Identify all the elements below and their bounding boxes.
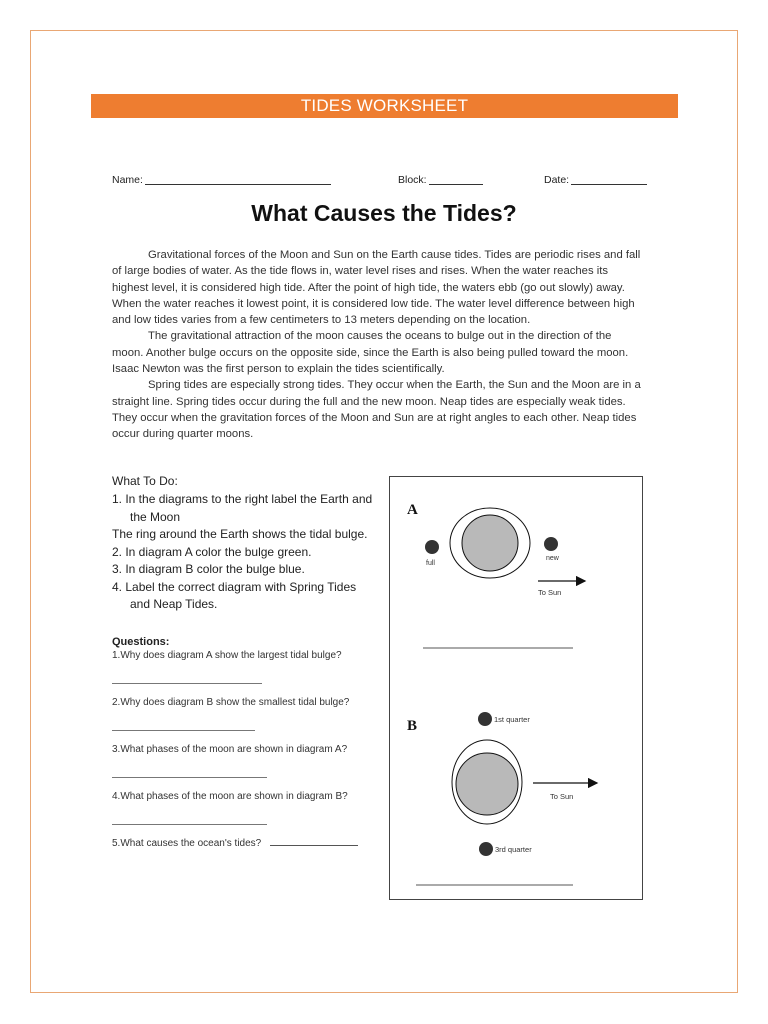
block-label: Block:: [398, 174, 427, 186]
to-sun-label-b: To Sun: [550, 792, 574, 801]
answer-line-3[interactable]: [112, 777, 267, 778]
answer-line-1[interactable]: [112, 683, 262, 684]
todo-item: 4. Label the correct diagram with Spring Tides and Neap Tides.: [112, 579, 357, 611]
question-5-text: 5.What causes the ocean's tides?: [112, 837, 262, 849]
todo-item: 3. In diagram B color the bulge blue.: [112, 562, 305, 576]
answer-line-2[interactable]: [112, 730, 255, 731]
tides-diagrams: [390, 477, 644, 901]
diagram-a-label: A: [407, 502, 418, 518]
tides-diagram-panel: [389, 476, 643, 900]
question-3: 3.What phases of the moon are shown in diagram A?: [112, 743, 348, 755]
moon-third-quarter[interactable]: [479, 842, 493, 856]
date-label: Date:: [544, 174, 570, 186]
todo-item: 1. In the diagrams to the right label the Earth and the Moon: [112, 492, 373, 524]
moon-full[interactable]: [425, 540, 439, 554]
intro-paragraph: Spring tides are especially strong tides. They occur when the Earth, the Sun and the Moon are in a straight line. Spring tides occur during the full and the new moon. Neap tides are especially weak tides. They occur when the gravitation forces of the Moon and Sun are at right angles to each other. Neap tides occur during quarter moons.: [112, 379, 641, 441]
question-5: [112, 838, 377, 849]
earth-b[interactable]: [456, 753, 518, 815]
date-field[interactable]: [544, 174, 647, 186]
name-field[interactable]: [112, 174, 331, 186]
block-field[interactable]: [398, 174, 483, 186]
instructions-column: [112, 474, 377, 849]
intro-paragraph: Gravitational forces of the Moon and Sun on the Earth cause tides. Tides are periodic rises and fall of large bodies of water. As the tide flows in, water level rises and rises. When the water reaches its highest level, it is considered high tide. After the point of high tide, the waters ebb (go out slowly) away. When the water reaches it lowest point, it is considered low tide. The water level difference between high and low tides varies from a few centimeters to 13 meters depending on the location.: [112, 249, 641, 327]
what-to-do-heading: What To Do:: [112, 474, 178, 488]
question-2: 2.Why does diagram B show the smallest tidal bulge?: [112, 696, 350, 708]
answer-line-4[interactable]: [112, 824, 267, 825]
name-blank[interactable]: [145, 184, 331, 185]
earth-a[interactable]: [462, 515, 518, 571]
new-label: new: [546, 555, 559, 562]
to-sun-label-a: To Sun: [538, 588, 562, 597]
moon-new[interactable]: [544, 537, 558, 551]
todo-item: The ring around the Earth shows the tidal bulge.: [112, 527, 368, 541]
moon-first-quarter[interactable]: [478, 712, 492, 726]
question-1: 1.Why does diagram A show the largest tidal bulge?: [112, 649, 342, 661]
intro-text: [112, 247, 644, 443]
diagram-b-label: B: [407, 718, 418, 734]
answer-line-5[interactable]: [270, 845, 358, 846]
question-4: 4.What phases of the moon are shown in diagram B?: [112, 790, 348, 802]
full-label: full: [426, 560, 435, 567]
page-title: What Causes the Tides?: [251, 200, 517, 226]
worksheet-banner: TIDES WORKSHEET: [91, 94, 678, 118]
block-blank[interactable]: [429, 184, 483, 185]
third-quarter-label: 3rd quarter: [495, 845, 532, 854]
name-label: Name:: [112, 174, 143, 186]
questions-heading: Questions:: [112, 635, 170, 648]
todo-item: 2. In diagram A color the bulge green.: [112, 544, 312, 559]
date-blank[interactable]: [571, 184, 647, 185]
first-quarter-label: 1st quarter: [494, 715, 530, 724]
intro-paragraph: The gravitational attraction of the moon causes the oceans to bulge out in the direction of the moon. Another bulge occurs on the opposite side, since the Earth is also being pulled toward the moon. Isaac Newton was the first person to explain the tides scientifically.: [112, 330, 629, 376]
